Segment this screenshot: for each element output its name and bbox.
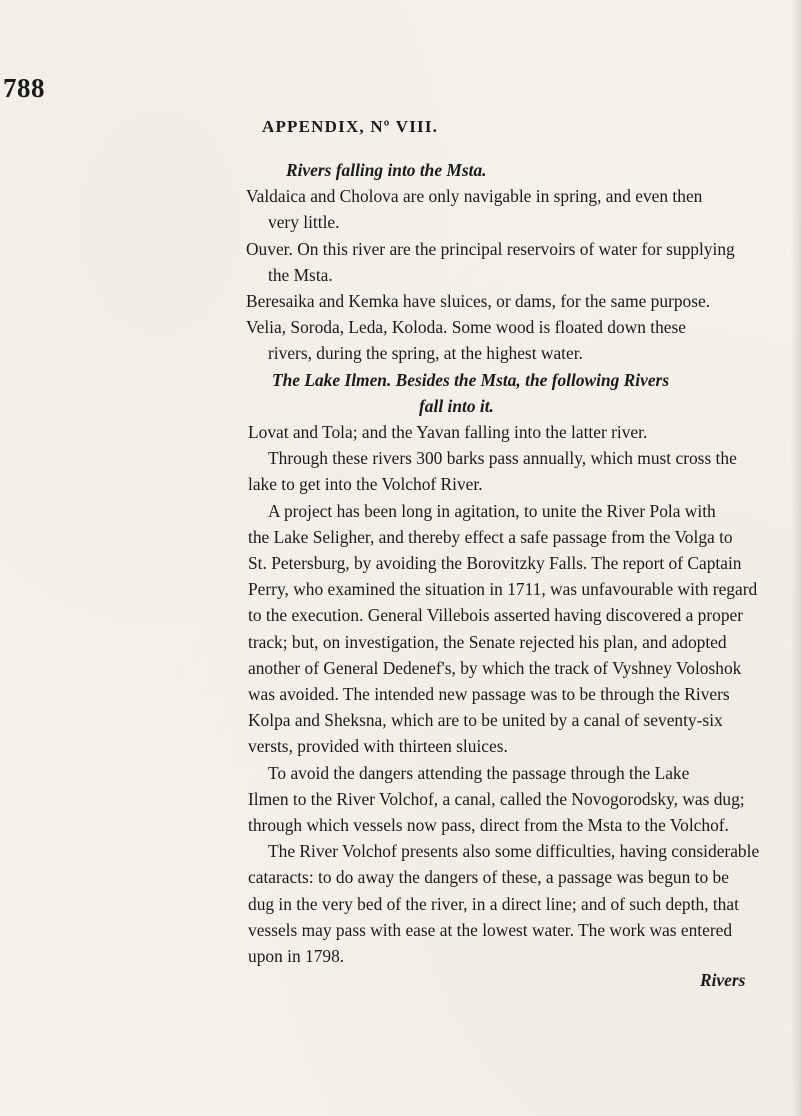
para-project-line-2: the Lake Seligher, and thereby effect a safe passage from the Volga to bbox=[248, 526, 733, 547]
entry-ouver-line-1: Ouver. On this river are the principal reservoirs of water for supplying bbox=[246, 238, 735, 259]
para-canal-line-1: To avoid the dangers attending the passage through the Lake bbox=[268, 762, 690, 783]
entry-velia-line-1: Velia, Soroda, Leda, Koloda. Some wood is floated down these bbox=[246, 317, 686, 338]
para-project-line-10: versts, provided with thirteen sluices. bbox=[248, 736, 508, 757]
entry-ouver-line-2: the Msta. bbox=[268, 264, 333, 285]
para-project-line-4: Perry, who examined the situation in 1711, was unfavourable with regard bbox=[248, 579, 758, 600]
para-volchof-line-4: vessels may pass with ease at the lowest water. The work was entered bbox=[248, 919, 733, 940]
section-heading-ilmen: The Lake Ilmen. Besides the Msta, the following Rivers bbox=[272, 369, 670, 390]
para-lovat-line-1: Lovat and Tola; and the Yavan falling into the latter river. bbox=[248, 422, 648, 442]
catchword: Rivers bbox=[700, 970, 746, 991]
para-project-line-3: St. Petersburg, by avoiding the Borovitzky Falls. The report of Captain bbox=[248, 553, 742, 573]
para-project-line-6: track; but, on investigation, the Senate rejected his plan, and adopted bbox=[248, 631, 727, 652]
entry-beresaika: Beresaika and Kemka have sluices, or dams, for the same purpose. bbox=[246, 291, 711, 311]
entry-velia-line-2: rivers, during the spring, at the highest water. bbox=[268, 343, 583, 364]
para-lovat-line-3: lake to get into the Volchof River. bbox=[248, 474, 483, 495]
para-canal-line-3: through which vessels now pass, direct from the Msta to the Volchof. bbox=[248, 815, 729, 835]
page-edge-shadow bbox=[791, 0, 801, 1116]
para-project-line-8: was avoided. The intended new passage was to be through the Rivers bbox=[248, 684, 730, 704]
section-heading-ilmen-line-2: fall into it. bbox=[419, 395, 494, 416]
entry-valdaica-line-2: very little. bbox=[268, 212, 340, 233]
para-lovat-line-2: Through these rivers 300 barks pass annually, which must cross the bbox=[268, 448, 737, 469]
para-project-line-1: A project has been long in agitation, to unite the River Pola with bbox=[268, 500, 716, 521]
page-number: 788 bbox=[3, 73, 45, 103]
para-volchof-line-2: cataracts: to do away the dangers of these, a passage was begun to be bbox=[248, 867, 729, 888]
para-project-line-9: Kolpa and Sheksna, which are to be united by a canal of seventy-six bbox=[248, 710, 723, 731]
para-volchof-line-5: upon in 1798. bbox=[248, 946, 345, 966]
section-heading-msta: Rivers falling into the Msta. bbox=[286, 160, 487, 180]
para-volchof-line-1: The River Volchof presents also some difficulties, having considerable bbox=[268, 841, 760, 862]
para-project-line-7: another of General Dedenef's, by which the track of Vyshney Voloshok bbox=[248, 657, 742, 678]
entry-valdaica-line-1: Valdaica and Cholova are only navigable in spring, and even then bbox=[246, 186, 703, 207]
running-head: APPENDIX, Nº VIII. bbox=[262, 117, 439, 136]
para-canal-line-2: Ilmen to the River Volchof, a canal, called the Novogorodsky, was dug; bbox=[248, 788, 745, 809]
para-project-line-5: to the execution. General Villebois asserted having discovered a proper bbox=[248, 605, 744, 626]
para-volchof-line-3: dug in the very bed of the river, in a direct line; and of such depth, that bbox=[248, 893, 739, 914]
